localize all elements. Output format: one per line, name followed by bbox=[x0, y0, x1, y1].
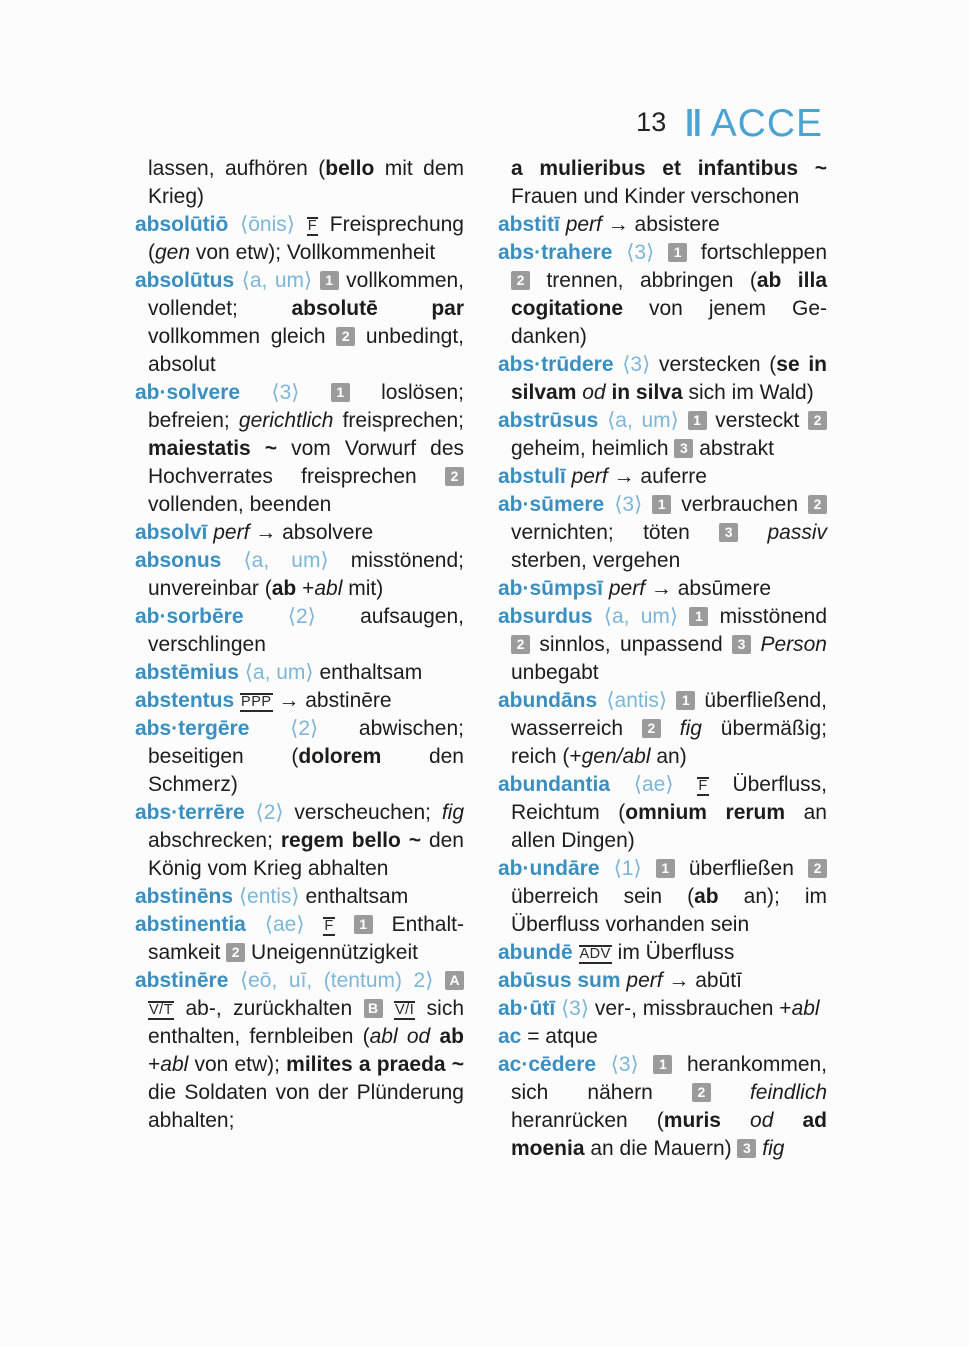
dictionary-entry bbox=[135, 519, 464, 547]
italic-run: abl bbox=[791, 997, 820, 1020]
bold-run: se in silvam bbox=[511, 353, 827, 404]
headword: abstinēns bbox=[135, 885, 234, 908]
dictionary-entry bbox=[498, 603, 827, 687]
text-run: → abstinēre bbox=[272, 689, 392, 712]
dictionary-entry bbox=[498, 211, 827, 239]
dictionary-entry bbox=[498, 939, 827, 967]
sense-badge: 3 bbox=[732, 635, 751, 654]
text-run bbox=[661, 717, 680, 740]
italic-run: gen bbox=[155, 241, 191, 264]
text-run: vollkommen gleich bbox=[148, 325, 337, 348]
sense-badge: 2 bbox=[226, 943, 245, 962]
grammar-info: ⟨2⟩ bbox=[243, 605, 316, 628]
dictionary-entry bbox=[135, 267, 464, 379]
sense-badge: 1 bbox=[688, 411, 707, 430]
grammar-tag: F bbox=[307, 217, 318, 236]
sense-badge: 2 bbox=[808, 411, 827, 430]
grammar-info: ⟨a, um⟩ bbox=[598, 409, 688, 432]
italic-run: perf bbox=[565, 213, 602, 236]
sense-badge: 3 bbox=[737, 1139, 756, 1158]
text-run: misstönend bbox=[708, 605, 827, 628]
headword: ab·sorbēre bbox=[135, 605, 244, 628]
sense-badge: 2 bbox=[808, 859, 827, 878]
grammar-info: ⟨ae⟩ bbox=[610, 773, 698, 796]
headword: abundē bbox=[498, 941, 573, 964]
dictionary-entry bbox=[498, 351, 827, 407]
headword: abs·trahere bbox=[498, 241, 613, 264]
text-run: die Soldaten von der Plünderung abhalten; bbox=[148, 1081, 464, 1132]
grammar-info: ⟨2⟩ bbox=[244, 801, 284, 824]
text-run: vollkommen, vollendet; bbox=[148, 269, 465, 320]
headword: abs·trūdere bbox=[498, 353, 614, 376]
sense-badge: 1 bbox=[656, 859, 675, 878]
grammar-info: ⟨3⟩ bbox=[604, 493, 653, 516]
dictionary-entry bbox=[135, 967, 464, 1135]
bold-run: omnium rerum bbox=[625, 801, 786, 824]
bold-run: maiestatis ~ bbox=[148, 437, 278, 460]
dictionary-entry bbox=[135, 799, 464, 883]
text-run: + bbox=[148, 1053, 161, 1076]
bold-run: a mulieribus et infantibus ~ bbox=[511, 157, 827, 180]
grammar-info: ⟨a, um⟩ bbox=[234, 269, 320, 292]
text-run: vollenden, beenden bbox=[148, 493, 332, 516]
italic-run: od bbox=[750, 1109, 774, 1132]
grammar-tag: F bbox=[323, 917, 334, 936]
text-run: → absūmere bbox=[645, 577, 772, 600]
section-label: ACCE bbox=[710, 102, 823, 145]
text-run bbox=[773, 1109, 802, 1132]
text-run: + bbox=[296, 577, 315, 600]
text-run bbox=[335, 913, 354, 936]
text-run: misstönend; unvereinbar ( bbox=[148, 549, 464, 600]
italic-run: perf bbox=[608, 577, 646, 600]
sense-badge: 2 bbox=[511, 635, 530, 654]
headword: absurdus bbox=[498, 605, 593, 628]
text-run: mit dem Krieg) bbox=[148, 157, 465, 208]
sense-badge: 1 bbox=[676, 691, 695, 710]
text-run: abschrecken; bbox=[148, 829, 281, 852]
headword: abs·tergēre bbox=[135, 717, 250, 740]
headword: ab·undāre bbox=[498, 857, 600, 880]
dictionary-column-right bbox=[498, 155, 827, 1163]
page-number: 13 bbox=[636, 107, 667, 137]
italic-run: abl od bbox=[369, 1025, 431, 1048]
grammar-info: ⟨3⟩ bbox=[612, 241, 669, 264]
text-run: enthaltsam bbox=[299, 885, 409, 908]
text-run: von jenem Gedanken) bbox=[511, 297, 827, 348]
dictionary-entry bbox=[498, 771, 827, 855]
bold-run: ab illa cogitatione bbox=[511, 269, 827, 320]
text-run bbox=[721, 1109, 750, 1132]
dictionary-entry bbox=[498, 155, 827, 211]
grammar-tag: F bbox=[697, 777, 708, 796]
italic-run: fig bbox=[679, 717, 702, 740]
headword: ab·ūtī bbox=[498, 997, 556, 1020]
text-run: sich enthalten, fernbleiben ( bbox=[148, 997, 464, 1048]
grammar-info: ⟨1⟩ bbox=[599, 857, 656, 880]
headword: ac·cēdere bbox=[498, 1053, 597, 1076]
dictionary-entry bbox=[135, 379, 464, 519]
text-run: abstrakt bbox=[693, 437, 774, 460]
text-run: von etw); Vollkommenheit bbox=[190, 241, 436, 264]
italic-run: abl bbox=[160, 1053, 189, 1076]
headword: abstēmius bbox=[135, 661, 239, 684]
bold-run: bello bbox=[325, 157, 375, 180]
text-run: heranrücken ( bbox=[511, 1109, 664, 1132]
dictionary-entry bbox=[498, 1023, 827, 1051]
text-run: → absistere bbox=[601, 213, 720, 236]
dictionary-entry bbox=[498, 995, 827, 1023]
sense-badge: 1 bbox=[354, 915, 373, 934]
headword: abstrūsus bbox=[498, 409, 599, 432]
headword: absonus bbox=[135, 549, 222, 572]
text-run: unbegabt bbox=[511, 661, 599, 684]
italic-run: perf bbox=[571, 465, 608, 488]
text-run: → abūtī bbox=[662, 969, 742, 992]
text-run: herankommen, sich nähern bbox=[511, 1053, 828, 1104]
dictionary-entry bbox=[498, 491, 827, 575]
italic-run: feindlich bbox=[749, 1081, 828, 1104]
dictionary-entry bbox=[498, 407, 827, 463]
grammar-info: ⟨a, um⟩ bbox=[238, 661, 314, 684]
text-run: den König vom Krieg abhalten bbox=[148, 829, 464, 880]
grammar-info: ⟨a, um⟩ bbox=[221, 549, 329, 572]
text-run: sterben, vergehen bbox=[511, 549, 681, 572]
headword: ab·solvere bbox=[135, 381, 241, 404]
text-run: lassen, aufhören ( bbox=[148, 157, 326, 180]
headword: abstinēre bbox=[135, 969, 229, 992]
text-run: von etw); bbox=[188, 1053, 287, 1076]
grammar-tag: PPP bbox=[240, 693, 273, 712]
text-run: Überfluss, Reichtum ( bbox=[511, 773, 827, 824]
headword: abstinentia bbox=[135, 913, 246, 936]
page-header bbox=[0, 102, 823, 146]
grammar-info: ⟨3⟩ bbox=[555, 997, 590, 1020]
text-run: sinnlos, unpassend bbox=[530, 633, 733, 656]
text-run: verscheuchen; bbox=[283, 801, 442, 824]
text-run: vom Vorwurf des Hochverrates freisprechen bbox=[148, 437, 464, 488]
dictionary-entry bbox=[135, 547, 464, 603]
grammar-tag: ADV bbox=[579, 945, 612, 964]
text-run bbox=[383, 997, 394, 1020]
italic-run: Person bbox=[760, 633, 827, 656]
italic-run: od bbox=[582, 381, 606, 404]
text-run: vernichten; töten bbox=[511, 521, 720, 544]
grammar-tag: V/I bbox=[394, 1001, 415, 1020]
headword: abūsus sum bbox=[498, 969, 621, 992]
grammar-info: ⟨antis⟩ bbox=[597, 689, 677, 712]
text-run: = atque bbox=[521, 1025, 598, 1048]
text-run: überreich sein ( bbox=[511, 885, 695, 908]
text-run: enthaltsam bbox=[313, 661, 423, 684]
text-run: Uneigennützigkeit bbox=[245, 941, 418, 964]
text-run: überfließend, wasserreich bbox=[511, 689, 827, 740]
dictionary-entry bbox=[135, 687, 464, 715]
italic-run: fig bbox=[762, 1137, 785, 1160]
sense-badge: 1 bbox=[668, 243, 687, 262]
text-run: ab-, zurückhalten bbox=[174, 997, 364, 1020]
text-run: an) bbox=[650, 745, 687, 768]
italic-run: gerichtlich bbox=[238, 409, 334, 432]
headword: ab·sūmere bbox=[498, 493, 605, 516]
dictionary-entry bbox=[135, 715, 464, 799]
sense-badge: A bbox=[445, 971, 464, 990]
text-run bbox=[433, 969, 445, 992]
text-run: an die Mauern) bbox=[584, 1137, 738, 1160]
headword: abundantia bbox=[498, 773, 611, 796]
grammar-info: ⟨eō, uī, (tentum) 2⟩ bbox=[228, 969, 434, 992]
text-run: loslösen; befreien; bbox=[148, 381, 465, 432]
sense-badge: 2 bbox=[336, 327, 355, 346]
grammar-tag: V/T bbox=[148, 1001, 174, 1020]
bold-run: muris bbox=[663, 1109, 721, 1132]
bold-run: dolorem bbox=[298, 745, 382, 768]
text-run: aufsaugen, verschlingen bbox=[148, 605, 464, 656]
grammar-info: ⟨ae⟩ bbox=[245, 913, 324, 936]
dictionary-entry bbox=[498, 239, 827, 351]
headword: abstulī bbox=[498, 465, 566, 488]
text-run: mit) bbox=[342, 577, 384, 600]
sense-badge: 2 bbox=[445, 467, 464, 486]
text-run: an); im Überfluss vorhanden sein bbox=[511, 885, 828, 936]
text-run: an allen Dingen) bbox=[511, 801, 827, 852]
dictionary-entry bbox=[135, 883, 464, 911]
sense-badge: 1 bbox=[331, 383, 350, 402]
double-bar-divider: ‖ bbox=[684, 103, 701, 144]
text-run: abwischen; beseitigen ( bbox=[148, 717, 464, 768]
italic-run: passiv bbox=[767, 521, 827, 544]
dictionary-entry bbox=[135, 911, 464, 967]
bold-run: ab bbox=[439, 1025, 464, 1048]
dictionary-column-left bbox=[135, 155, 464, 1163]
dictionary-entry bbox=[498, 575, 827, 603]
sense-badge: 2 bbox=[642, 719, 661, 738]
sense-badge: 1 bbox=[320, 271, 339, 290]
sense-badge: 2 bbox=[511, 271, 530, 290]
grammar-info: ⟨a, um⟩ bbox=[592, 605, 690, 628]
italic-run: abl bbox=[314, 577, 343, 600]
bold-run: ad moenia bbox=[511, 1109, 827, 1160]
italic-run: perf bbox=[626, 969, 663, 992]
headword: absolūtus bbox=[135, 269, 235, 292]
italic-run: perf bbox=[213, 521, 250, 544]
sense-badge: 1 bbox=[653, 1055, 672, 1074]
text-run: überfließen bbox=[674, 857, 809, 880]
text-run: den Schmerz) bbox=[148, 745, 464, 796]
grammar-info: ⟨3⟩ bbox=[596, 1053, 654, 1076]
grammar-info: ⟨entis⟩ bbox=[233, 885, 300, 908]
dictionary-entry bbox=[498, 1051, 827, 1163]
dictionary-entry bbox=[135, 603, 464, 659]
bold-run: absolutē par bbox=[291, 297, 464, 320]
headword: ac bbox=[498, 1025, 522, 1048]
text-run: Frauen und Kinder verschonen bbox=[511, 185, 800, 208]
sense-badge: 3 bbox=[719, 523, 738, 542]
text-run: freisprechen; bbox=[333, 409, 464, 432]
bold-run: milites a praeda ~ bbox=[286, 1053, 465, 1076]
headword: ab·sūmpsī bbox=[498, 577, 604, 600]
bold-run: regem bello ~ bbox=[280, 829, 422, 852]
grammar-info: ⟨ōnis⟩ bbox=[228, 213, 307, 236]
italic-run: gen/abl bbox=[581, 745, 651, 768]
text-run: geheim, heimlich bbox=[511, 437, 675, 460]
dictionary-entry bbox=[135, 155, 464, 211]
dictionary-columns bbox=[135, 155, 827, 1163]
sense-badge: 2 bbox=[692, 1083, 711, 1102]
text-run bbox=[738, 521, 767, 544]
sense-badge: 1 bbox=[652, 495, 671, 514]
headword: abs·terrēre bbox=[135, 801, 245, 824]
bold-run: ab bbox=[271, 577, 297, 600]
sense-badge: 1 bbox=[689, 607, 708, 626]
sense-badge: 3 bbox=[674, 439, 693, 458]
headword: abundāns bbox=[498, 689, 598, 712]
text-run: Enthaltsamkeit bbox=[148, 913, 464, 964]
headword: abstitī bbox=[498, 213, 560, 236]
text-run: trennen, abbringen ( bbox=[530, 269, 757, 292]
text-run bbox=[711, 1081, 750, 1104]
dictionary-entry bbox=[498, 687, 827, 771]
sense-badge: B bbox=[364, 999, 383, 1018]
grammar-info: ⟨2⟩ bbox=[249, 717, 319, 740]
bold-run: in silva bbox=[611, 381, 683, 404]
grammar-info: ⟨3⟩ bbox=[613, 353, 651, 376]
text-run: → absolvere bbox=[249, 521, 374, 544]
dictionary-entry bbox=[498, 855, 827, 939]
dictionary-entry bbox=[135, 659, 464, 687]
text-run: übermäßig; reich (+ bbox=[511, 717, 827, 768]
headword: abstentus bbox=[135, 689, 235, 712]
text-run: fortschleppen bbox=[687, 241, 827, 264]
dictionary-entry bbox=[498, 967, 827, 995]
text-run: → auferre bbox=[607, 465, 707, 488]
text-run: verstecken ( bbox=[650, 353, 777, 376]
text-run: versteckt bbox=[706, 409, 808, 432]
italic-run: fig bbox=[441, 801, 464, 824]
bold-run: ab bbox=[694, 885, 719, 908]
dictionary-entry bbox=[498, 463, 827, 491]
text-run: verbrauchen bbox=[671, 493, 808, 516]
text-run: sich im Wald) bbox=[682, 381, 814, 404]
sense-badge: 2 bbox=[808, 495, 827, 514]
grammar-info: ⟨3⟩ bbox=[240, 381, 331, 404]
headword: absolvī bbox=[135, 521, 208, 544]
text-run: unbedingt, absolut bbox=[148, 325, 464, 376]
text-run: ver-, missbrauchen + bbox=[589, 997, 792, 1020]
dictionary-entry bbox=[135, 211, 464, 267]
text-run: Freisprechung ( bbox=[148, 213, 464, 264]
text-run: im Überfluss bbox=[611, 941, 735, 964]
headword: absolūtiō bbox=[135, 213, 229, 236]
